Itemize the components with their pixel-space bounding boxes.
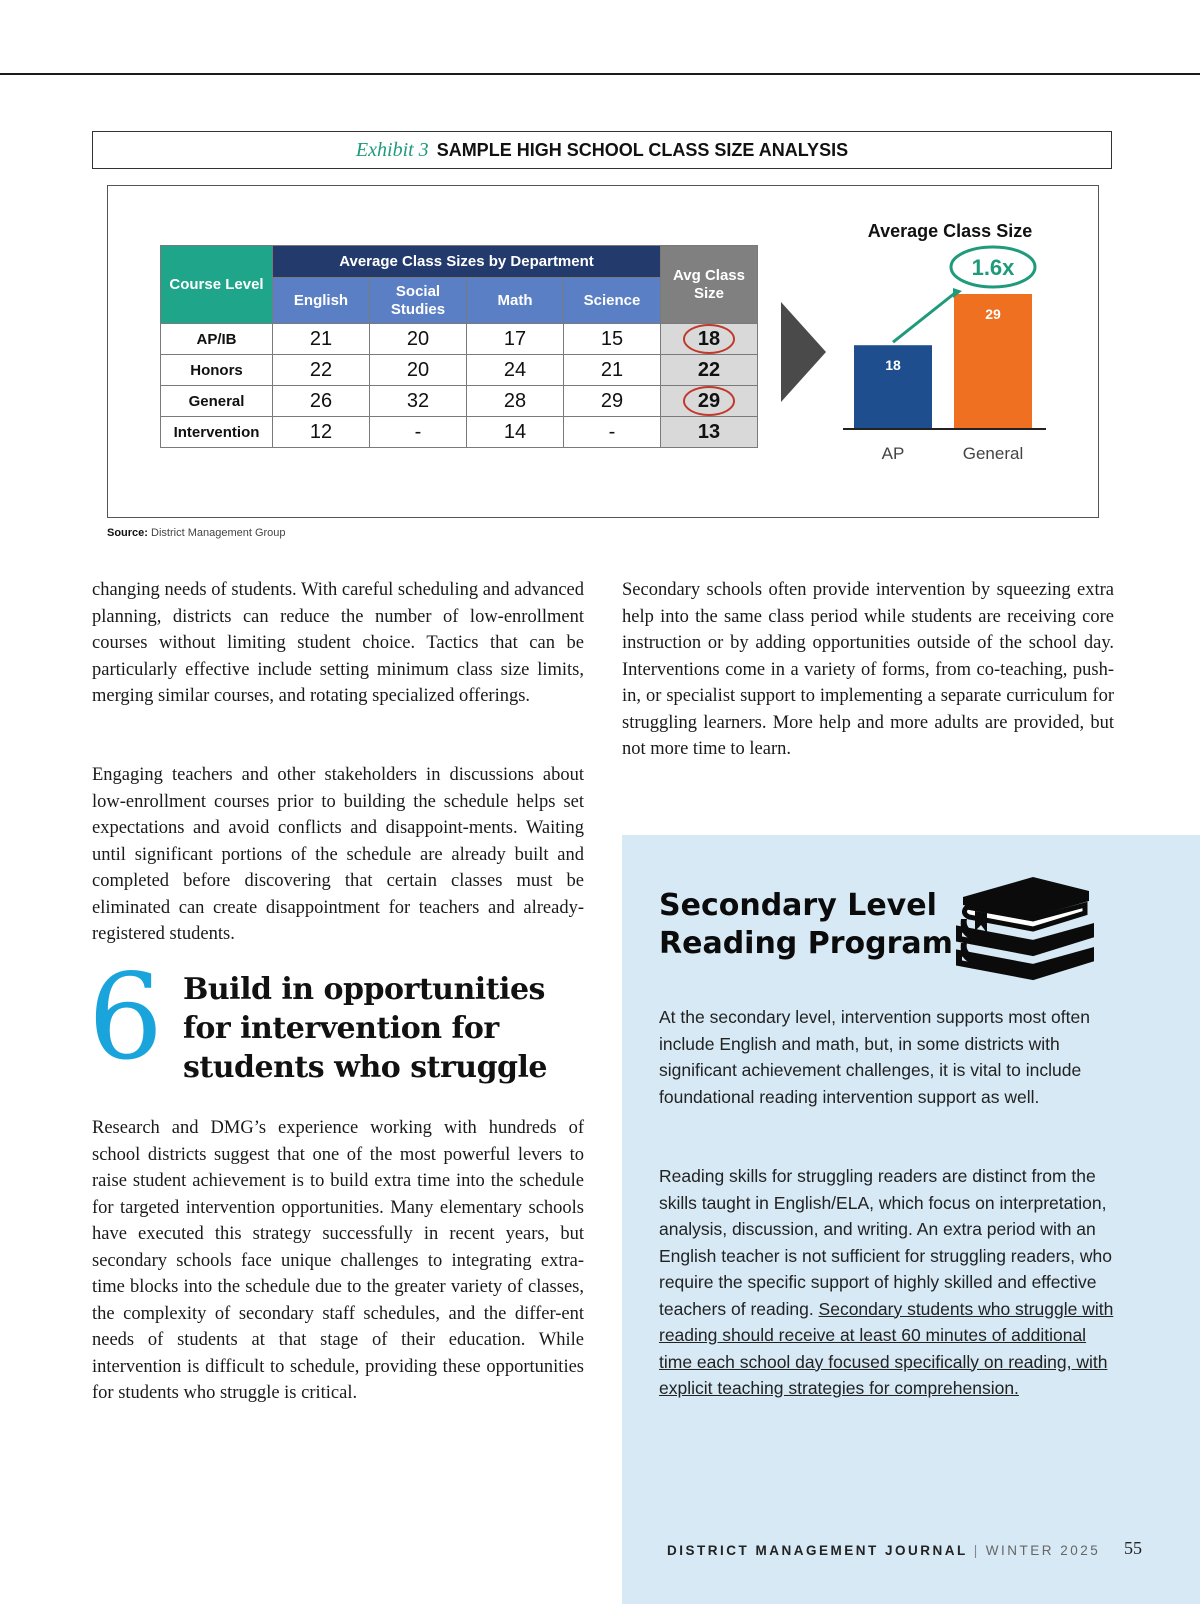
growth-arrow: [893, 293, 955, 342]
sidebar-paragraph: At the secondary level, intervention supports most often include English and math, but, in some districts with significant achievement challenges, it is vital to include foundational reading intervention support as well.: [659, 1007, 1090, 1107]
avg-cell: [661, 386, 758, 417]
row-label: Honors: [161, 355, 273, 386]
table-cell: 20: [370, 324, 467, 355]
avg-class-size-header: Avg Class Size: [661, 246, 758, 324]
footer-separator: |: [973, 1543, 980, 1558]
journal-name: DISTRICT MANAGEMENT JOURNAL: [667, 1543, 968, 1558]
issue-date: WINTER 2025: [985, 1543, 1101, 1558]
department-header: Average Class Sizes by Department: [273, 246, 661, 278]
table-cell: 20: [370, 355, 467, 386]
source-text: District Management Group: [151, 527, 286, 539]
sidebar-underlined-text: Secondary students who struggle with reading should receive at least 60 minutes of additional time each school day focused specifically on reading, with explicit teaching strategies for comprehension.: [659, 1298, 1114, 1398]
body-paragraph: Engaging teachers and other stakeholders in discussions about low-enrollment courses prior to building the schedule helps set expectations and avoid conflicts and disappoint-ments. Waiting until significant portions of the schedule are already built and completed before discovering that certain classes must be eliminated can create disappointment for teachers and already-registered students.: [92, 765, 584, 944]
source-line: [107, 527, 286, 539]
table-cell: 29: [564, 386, 661, 417]
table-cell: 14: [467, 417, 564, 448]
table-row: [161, 324, 758, 355]
table-cell: 12: [273, 417, 370, 448]
table-cell: 15: [564, 324, 661, 355]
table-cell: -: [564, 417, 661, 448]
sidebar-paragraph: [659, 1163, 1119, 1402]
row-label: AP/IB: [161, 324, 273, 355]
table-cell: -: [370, 417, 467, 448]
pointer-arrow: [781, 302, 826, 402]
table-cell: 32: [370, 386, 467, 417]
table-cell: 26: [273, 386, 370, 417]
table-cell: 17: [467, 324, 564, 355]
books-icon: [955, 873, 1095, 988]
body-paragraph: Research and DMG’s experience working with hundreds of school districts suggest that one of the most powerful levers to raise student achievement is to build extra time into the schedule for targeted intervention opportunities. Many elementary schools have executed this strategy successfully in recent years, but secondary schools face unique challenges to integrating extra-time blocks into the schedule due to the greater variety of classes, the complexity of secondary staff schedules, and the differ-ent needs of students at that stage of their education. While intervention is difficult to schedule, providing these opportunities for students who struggle is critical.: [92, 1118, 584, 1403]
chart-title: Average Class Size: [867, 221, 1033, 241]
avg-cell: 13: [661, 417, 758, 448]
circled-value: 18: [683, 324, 735, 354]
bar-value-label: 29: [985, 306, 1001, 322]
page-number: 55: [1124, 1538, 1142, 1558]
class-size-table: [160, 245, 758, 448]
sidebar-paragraph-text: Reading skills for struggling readers are distinct from the skills taught in English/ELA, which focus on interpretation, analysis, discussion, and writing. An extra period with an English teacher is not sufficient for struggling readers, who require the specific support of highly skilled and effective teachers of reading.: [659, 1166, 1112, 1319]
row-label: General: [161, 386, 273, 417]
science-header: Science: [564, 278, 661, 324]
math-header: Math: [467, 278, 564, 324]
section-number: 6: [88, 948, 164, 1086]
table-cell: 21: [273, 324, 370, 355]
bar-chart-svg: [840, 215, 1060, 465]
table-cell: 24: [467, 355, 564, 386]
bar-value-label: 18: [885, 357, 901, 374]
social-studies-header: Social Studies: [370, 278, 467, 324]
footer: [667, 1543, 1100, 1558]
table-row: [161, 417, 758, 448]
table-cell: 21: [564, 355, 661, 386]
body-paragraph: Secondary schools often provide intervention by squeezing extra help into the same class period while students are receiving core instruction or by adding opportunities outside of the school day. Interventions come in a variety of forms, from co-teaching, push-in, or specialist support to implementing a separate curriculum for struggling learners. More help and more adults are provided, but not more time to learn.: [622, 580, 1114, 759]
exhibit-title: SAMPLE HIGH SCHOOL CLASS SIZE ANALYSIS: [436, 139, 849, 160]
table-cell: 28: [467, 386, 564, 417]
category-label: General: [962, 444, 1024, 463]
exhibit-title-bar: [92, 131, 1112, 169]
circled-value: 29: [683, 386, 735, 416]
exhibit-label: Exhibit 3: [355, 138, 429, 161]
section-heading: Build in opportunities for intervention for students who struggle: [183, 972, 548, 1085]
top-rule: [0, 73, 1200, 75]
course-level-header: Course Level: [161, 246, 273, 324]
annotation-label: 1.6x: [971, 255, 1015, 280]
avg-cell: 22: [661, 355, 758, 386]
sidebar-title: Secondary Level Reading Program: [659, 888, 953, 961]
table-cell: 22: [273, 355, 370, 386]
average-class-size-chart: [840, 215, 1060, 465]
english-header: English: [273, 278, 370, 324]
category-label: AP: [881, 444, 905, 463]
table-row: [161, 386, 758, 417]
table-row: [161, 355, 758, 386]
source-label: Source:: [107, 527, 148, 539]
avg-cell: [661, 324, 758, 355]
body-paragraph: changing needs of students. With careful scheduling and advanced planning, districts can reduce the number of low-enrollment courses without limiting student choice. Tactics that can be particularly effective include setting minimum class size limits, merging similar courses, and rotating specialized offerings.: [92, 580, 584, 706]
row-label: Intervention: [161, 417, 273, 448]
